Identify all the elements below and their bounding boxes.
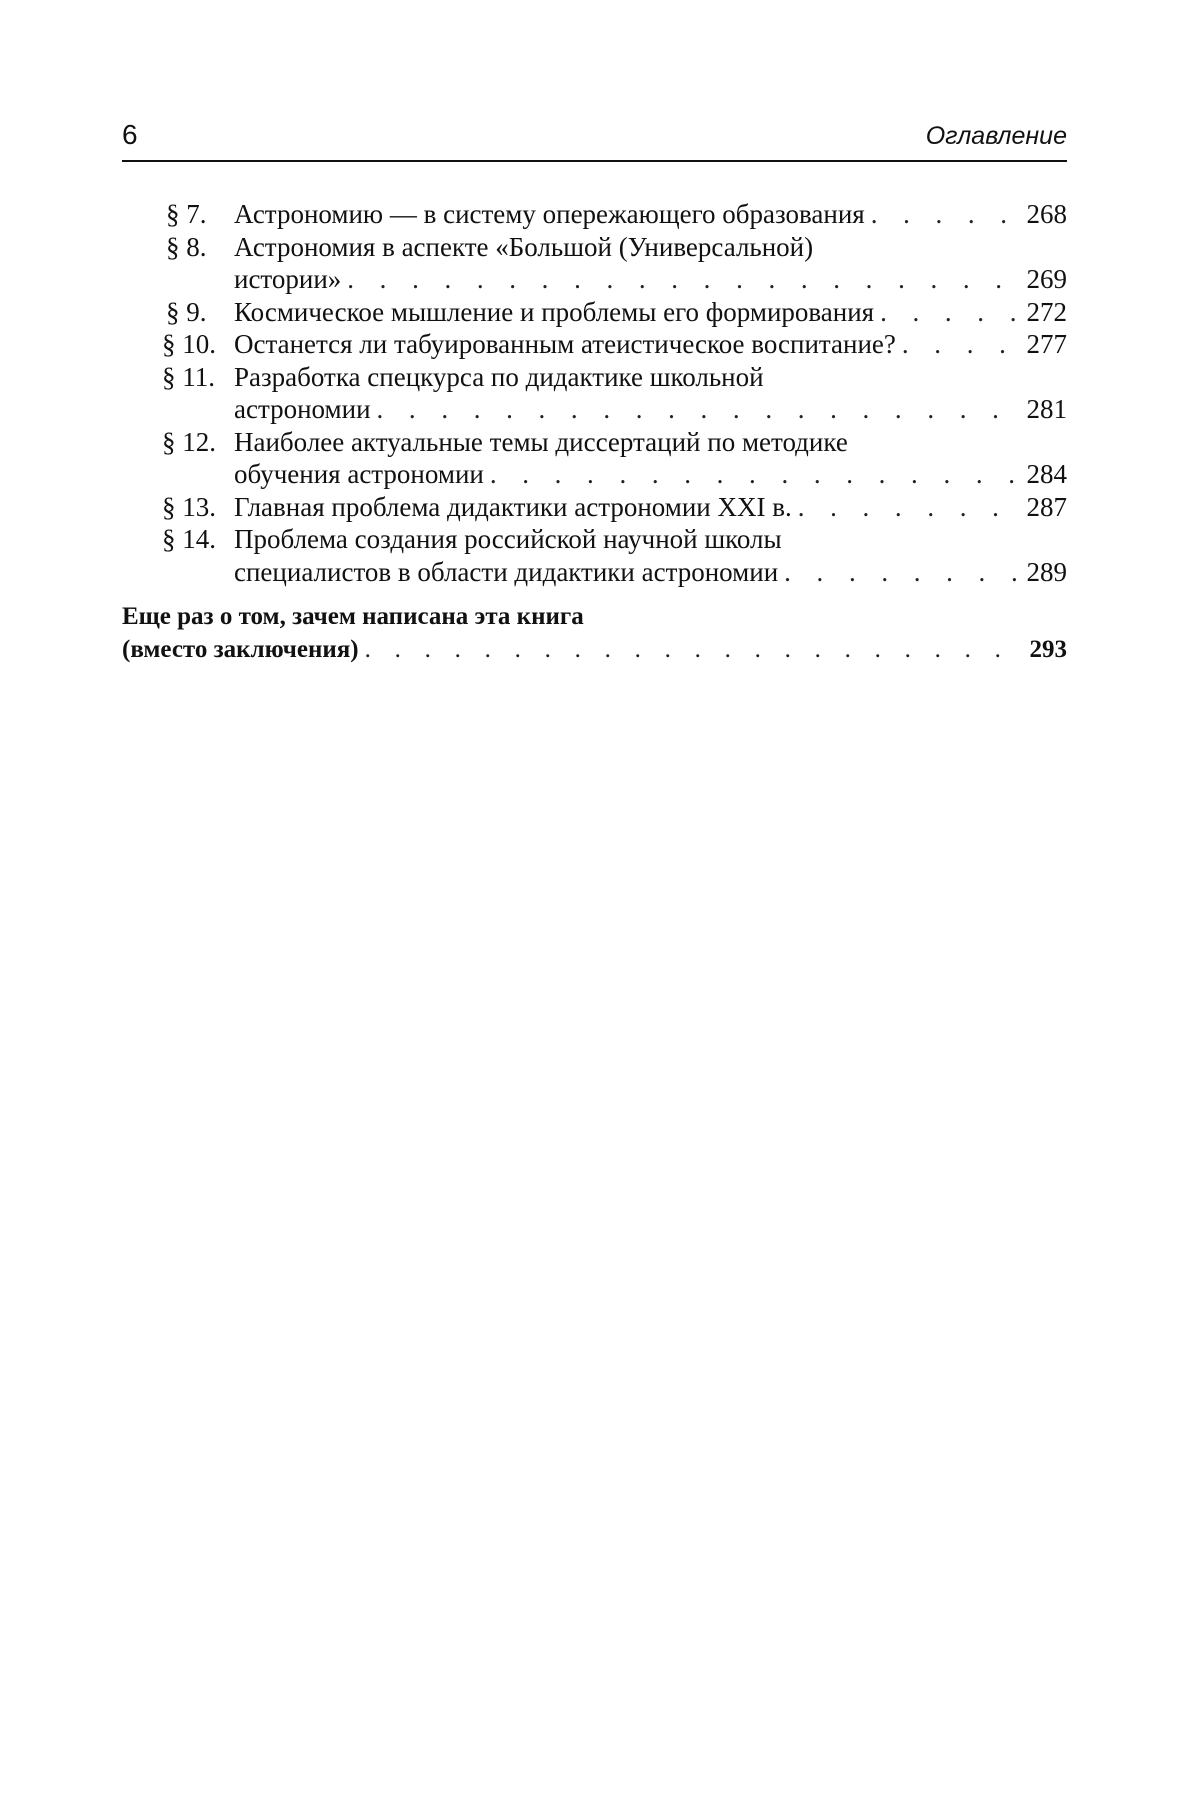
- toc-final-entry-title: Еще раз о том, зачем написана эта книга: [122, 603, 584, 630]
- toc-entry-number: § 12.: [162, 426, 216, 457]
- toc-entry-number: § 14.: [162, 524, 216, 554]
- toc-entry-title: Проблема создания российской научной школы: [234, 524, 782, 554]
- toc-entry-page: 277: [1026, 329, 1067, 359]
- toc-entry[interactable]: [122, 198, 1067, 231]
- toc-entry[interactable]: [122, 426, 1067, 491]
- toc-entry-title-continued: обучения астрономии: [234, 459, 484, 489]
- dot-leader: [490, 458, 1019, 491]
- toc-entry-title: Астрономию — в систему опережающего образования: [234, 199, 865, 229]
- toc-entry-number: § 7.: [166, 199, 207, 229]
- page-number: 6: [122, 119, 138, 150]
- toc-entry[interactable]: [122, 231, 1067, 296]
- toc-entry-page: 269: [1026, 264, 1067, 294]
- toc-entry[interactable]: [122, 523, 1067, 588]
- toc-entry-title-continued: истории»: [234, 264, 342, 294]
- dot-leader: [365, 633, 1019, 666]
- toc-entry[interactable]: [122, 328, 1067, 361]
- toc-entry-title: Астрономия в аспекте «Большой (Универсальной): [234, 231, 814, 262]
- toc-entry-page: 268: [1026, 199, 1067, 229]
- toc-entry-title: Наиболее актуальные темы диссертаций по методике: [234, 426, 848, 457]
- dot-leader: [871, 198, 1019, 231]
- toc-entry-page: 289: [1026, 556, 1067, 587]
- toc-entry-number: § 11.: [162, 361, 215, 392]
- toc-entry-title: Космическое мышление и проблемы его формирования: [234, 296, 875, 327]
- toc-entry-title-continued: астрономии: [234, 394, 371, 424]
- toc-entry-page: 281: [1026, 394, 1067, 424]
- toc-entry-page: 272: [1026, 296, 1067, 327]
- toc-entry-page: 284: [1026, 459, 1067, 489]
- toc-entry-title: Главная проблема дидактики астрономии XXI в.: [234, 491, 792, 522]
- page-header: [122, 118, 1067, 162]
- toc-entry-title: Останется ли табуированным атеистическое воспитание?: [234, 329, 896, 359]
- toc-entry[interactable]: [122, 361, 1067, 426]
- dot-leader: [784, 556, 1019, 589]
- toc-entry-number: § 8.: [166, 231, 207, 262]
- toc-entry-title-continued: специалистов в области дидактики астрономии: [234, 556, 779, 587]
- toc-entry[interactable]: [122, 491, 1067, 524]
- toc-final-entry[interactable]: [122, 600, 1067, 666]
- dot-leader: [880, 296, 1019, 329]
- toc-entry-number: § 10.: [162, 329, 216, 359]
- toc-final-entry-title-continued: (вместо заключения): [122, 636, 359, 663]
- dot-leader: [377, 393, 1019, 426]
- dot-leader: [798, 491, 1019, 524]
- toc-entry-number: § 9.: [166, 296, 207, 327]
- toc-final-entry-page: 293: [1029, 636, 1067, 663]
- toc-entry-title: Разработка спецкурса по дидактике школьной: [234, 361, 764, 392]
- toc-entry-number: § 13.: [162, 491, 216, 522]
- dot-leader: [902, 328, 1019, 361]
- toc-entry[interactable]: [122, 296, 1067, 329]
- dot-leader: [347, 263, 1019, 296]
- table-of-contents: [122, 198, 1067, 588]
- running-head: Оглавление: [925, 122, 1067, 150]
- toc-entry-page: 287: [1026, 491, 1067, 522]
